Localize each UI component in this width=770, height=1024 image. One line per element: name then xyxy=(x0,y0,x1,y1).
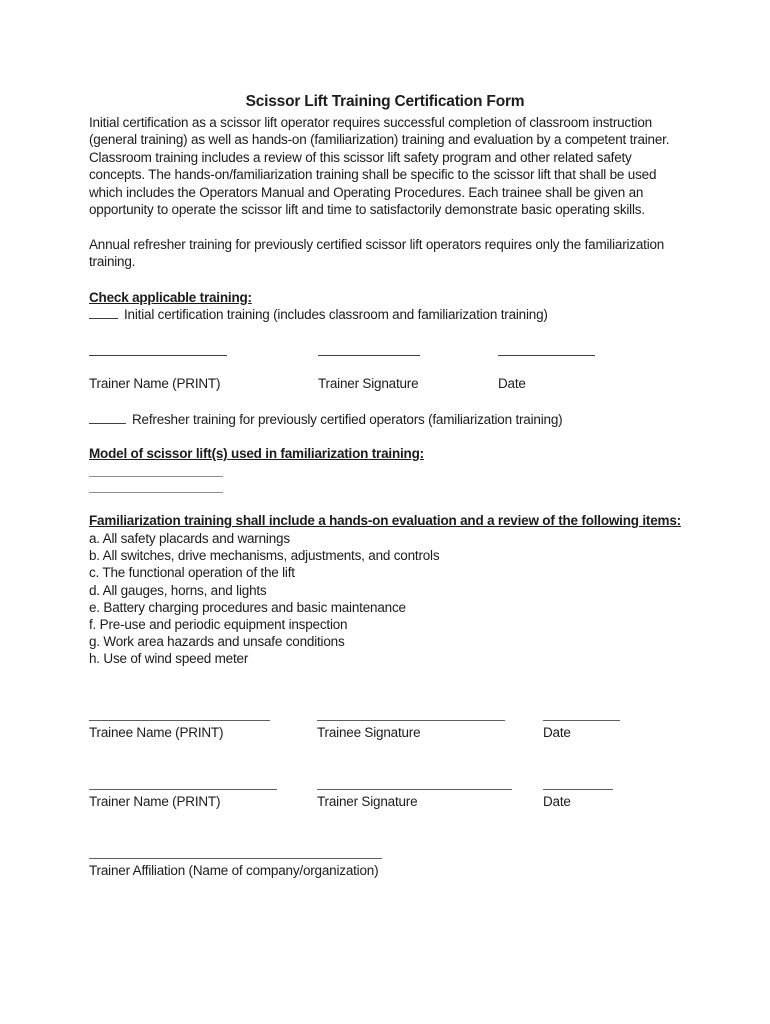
trainee-date-label: Date xyxy=(543,725,571,740)
refresher-paragraph: Annual refresher training for previously certified scissor lift operators requires only the familiarization training. xyxy=(89,237,665,270)
model-section-heading: Model of scissor lift(s) used in familiarization training: xyxy=(89,446,424,461)
familiarization-item: g. Work area hazards and unsafe conditions xyxy=(89,634,345,650)
familiarization-item: e. Battery charging procedures and basic maintenance xyxy=(89,599,406,615)
trainee-date-column xyxy=(543,714,620,741)
refresher-training-option-label: Refresher training for previously certified operators (familiarization training) xyxy=(132,412,563,427)
trainer1-date-column xyxy=(498,349,595,392)
familiarization-item: c. The functional operation of the lift xyxy=(89,565,295,581)
trainer1-signature-column xyxy=(318,349,420,392)
trainer2-date-line[interactable] xyxy=(543,783,613,790)
familiarization-item: d. All gauges, horns, and lights xyxy=(89,582,267,598)
trainer2-date-column xyxy=(543,783,613,810)
trainer2-name-line[interactable] xyxy=(89,783,277,790)
check-training-heading: Check applicable training: xyxy=(89,290,252,305)
intro-paragraph: Initial certification as a scissor lift operator requires successful completion of classroom instruction (general training) as well as hands-on (familiarization) training and evaluation by a competent trainer. Classroom training includes a review of this scissor lift safety program and other related safety concepts. The hands-on/familiarization training shall be specific to the scissor lift that shall be used which includes the Operators Manual and Operating Procedures. Each trainee shall be given an opportunity to operate the scissor lift and time to satisfactorily demonstrate basic operating skills. xyxy=(89,115,670,218)
familiarization-item: a. All safety placards and warnings xyxy=(89,531,290,546)
initial-training-option xyxy=(89,306,690,323)
trainee-name-line[interactable] xyxy=(89,714,270,721)
familiarization-item: b. All switches, drive mechanisms, adjustments, and controls xyxy=(89,548,440,564)
trainee-signature-line[interactable] xyxy=(317,714,505,721)
trainer1-date-line[interactable] xyxy=(498,349,595,356)
familiarization-item-list xyxy=(89,530,690,668)
trainer1-date-label: Date xyxy=(498,376,526,391)
trainer1-name-column xyxy=(89,349,227,392)
initial-training-check-blank[interactable] xyxy=(89,306,118,319)
refresher-training-option xyxy=(89,411,690,428)
trainer2-date-label: Date xyxy=(543,794,571,809)
trainee-signature-label: Trainee Signature xyxy=(317,725,421,740)
trainer-affiliation-column xyxy=(89,852,382,879)
trainer2-signature-column xyxy=(317,783,512,810)
trainee-date-line[interactable] xyxy=(543,714,620,721)
trainer1-signature-label: Trainer Signature xyxy=(318,376,419,391)
trainer1-name-line[interactable] xyxy=(89,349,227,356)
trainer2-name-label: Trainer Name (PRINT) xyxy=(89,794,221,809)
trainee-name-label: Trainee Name (PRINT) xyxy=(89,725,224,740)
page-title: Scissor Lift Training Certification Form xyxy=(245,93,525,110)
trainer2-name-column xyxy=(89,783,277,810)
trainer-affiliation-label: Trainer Affiliation (Name of company/organization) xyxy=(89,863,379,878)
trainer2-signature-label: Trainer Signature xyxy=(317,794,418,809)
familiarization-item: h. Use of wind speed meter xyxy=(89,651,249,667)
initial-training-option-label: Initial certification training (includes classroom and familiarization training) xyxy=(124,307,548,322)
familiarization-item: f. Pre-use and periodic equipment inspection xyxy=(89,617,348,633)
trainee-signature-column xyxy=(317,714,505,741)
model-entry-line-1[interactable] xyxy=(89,476,223,477)
trainer2-signature-line[interactable] xyxy=(317,783,512,790)
trainee-name-column xyxy=(89,714,270,741)
familiarization-heading: Familiarization training shall include a hands-on evaluation and a review of the following items: xyxy=(89,513,681,528)
model-entry-line-2[interactable] xyxy=(89,492,223,493)
trainer1-signature-line[interactable] xyxy=(318,349,420,356)
trainer1-name-label: Trainer Name (PRINT) xyxy=(89,376,221,391)
refresher-training-check-blank[interactable] xyxy=(89,411,126,424)
trainer-affiliation-line[interactable] xyxy=(89,852,382,859)
